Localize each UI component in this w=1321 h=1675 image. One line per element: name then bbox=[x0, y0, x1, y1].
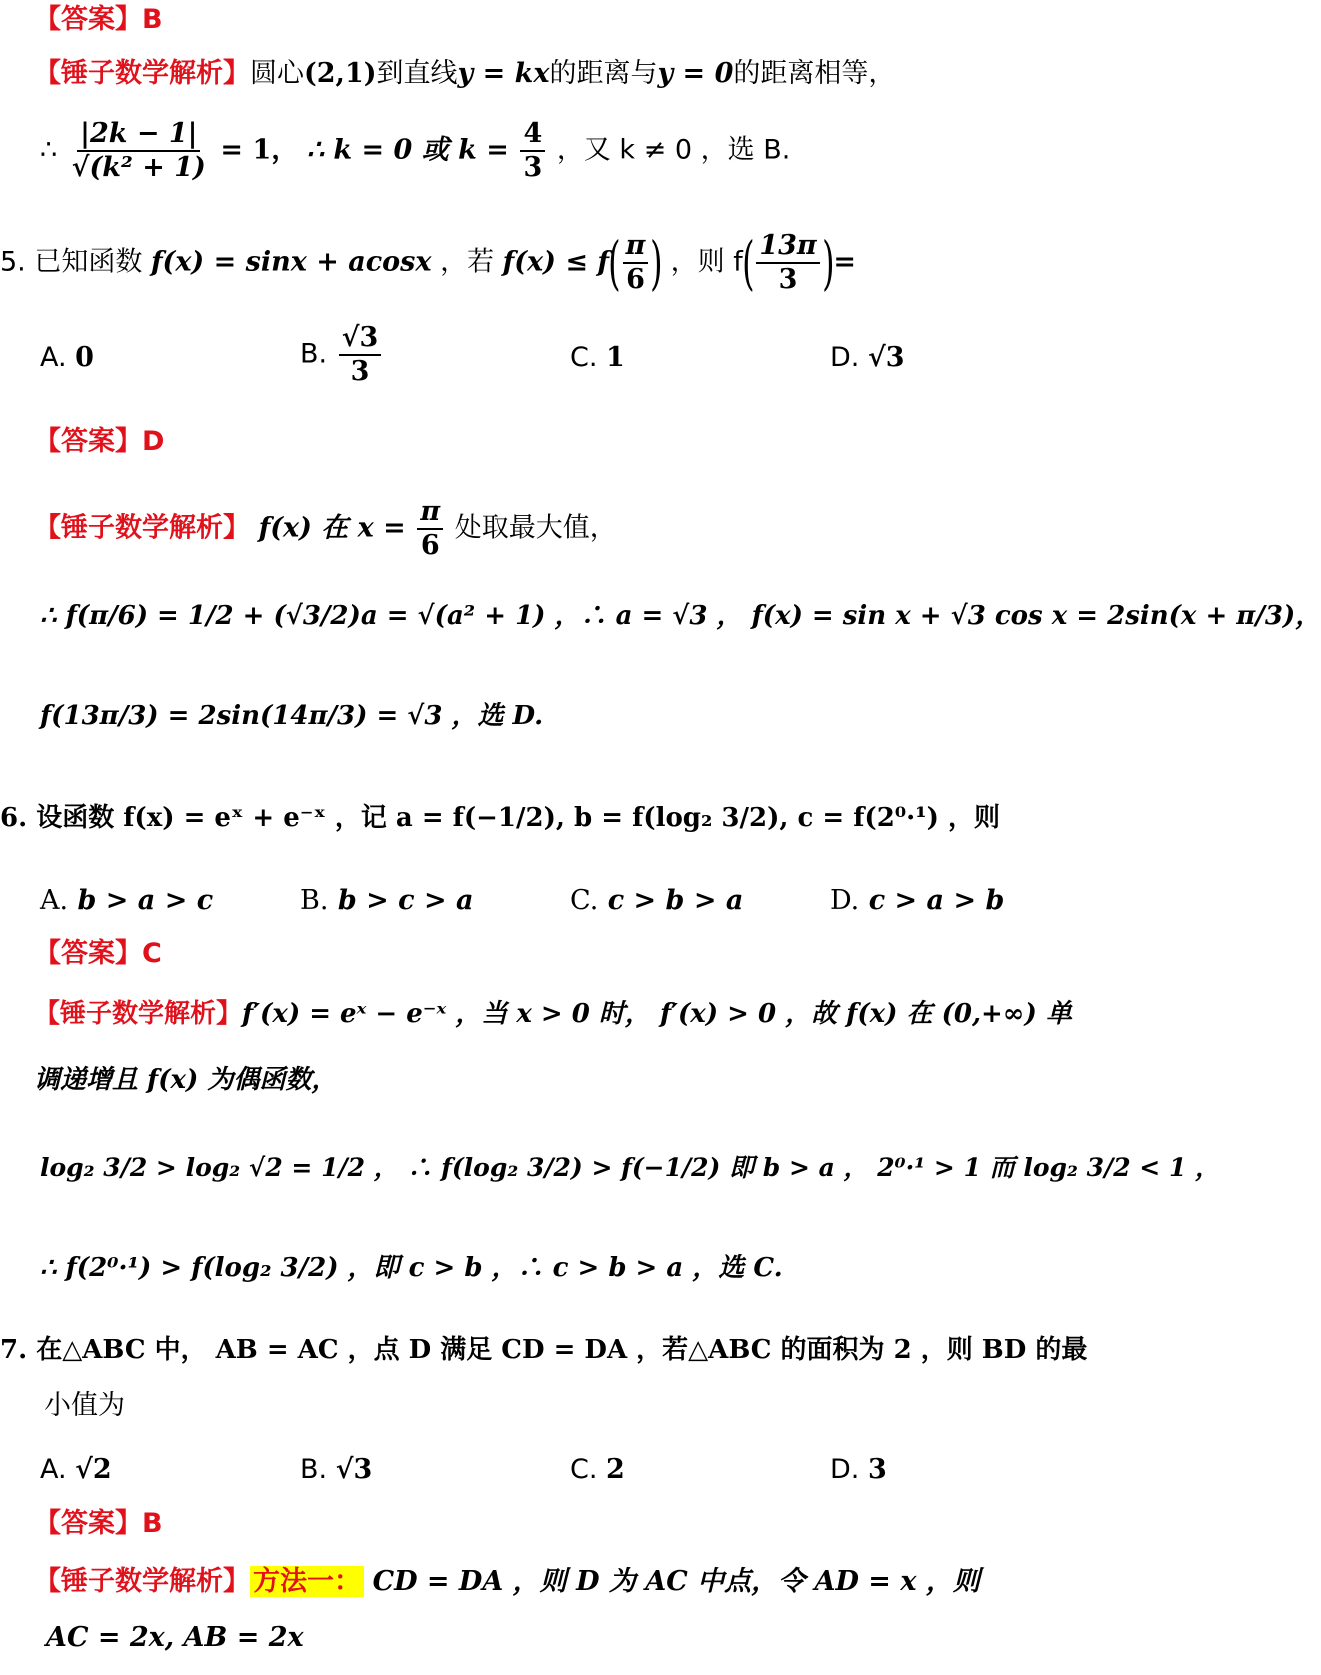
q7-option-b: B. √3 bbox=[300, 1454, 373, 1485]
q6-analysis-line1: 【锤子数学解析】f′(x) = eˣ − e⁻ˣ ，当 x > 0 时， f′(x) > 0 ，故 f(x) 在 (0,+∞) 单 bbox=[34, 999, 1072, 1029]
analysis-label: 【锤子数学解析】 bbox=[34, 58, 250, 89]
q6-answer-line: 【答案】C bbox=[34, 938, 162, 969]
q6-option-b: B. b > c > a bbox=[300, 885, 474, 916]
q7-answer: B bbox=[142, 1508, 163, 1539]
q4-distance-fraction: $\frac{|2k - 1|}{\text{√(k² + 1)}}$ bbox=[71, 118, 206, 183]
q5-option-a: A. 0 bbox=[40, 342, 94, 373]
q6-analysis-line3: log₂ 3/2 > log₂ √2 = 1/2 ， ∴ f(log₂ 3/2) > f(−1/2) 即 b > a ， 2⁰·¹ > 1 而 log₂ 3/2 < 1 ， bbox=[40, 1153, 1221, 1182]
q7-option-d: D. 3 bbox=[830, 1454, 887, 1485]
q5-option-d: D. √3 bbox=[830, 342, 905, 373]
q7-analysis-line1: 【锤子数学解析】 方法一： CD = DA ，则 D 为 AC 中点，令 AD = x ，则 bbox=[34, 1566, 980, 1597]
q4-answer-line bbox=[34, 2, 163, 38]
q7-stem-line2: 小值为 bbox=[44, 1390, 125, 1421]
answer-label: 【答案】 bbox=[34, 4, 142, 35]
q5-analysis-line3: f(13π/3) = 2sin(14π/3) = √3 ，选 D. bbox=[40, 701, 544, 731]
q5-answer: D bbox=[142, 426, 165, 457]
q6-analysis-line2: 调递增且 f(x) 为偶函数， bbox=[34, 1065, 338, 1095]
q6-option-c: C. c > b > a bbox=[570, 885, 744, 916]
q5-analysis-line2: ∴ f(π/6) = 1/2 + (√3/2)a = √(a² + 1) ，∴ a = √3 ， f(x) = sin x + √3 cos x = 2sin(x + π/3)， bbox=[40, 601, 1321, 631]
q6-answer: C bbox=[142, 938, 162, 969]
q4-analysis-line1: 【锤子数学解析】圆心(2,1)到直线y = kx的距离与y = 0的距离相等， bbox=[34, 58, 896, 89]
q4-answer: B bbox=[142, 4, 163, 35]
q7-answer-line: 【答案】B bbox=[34, 1508, 163, 1539]
q6-option-d: D. c > a > b bbox=[830, 885, 1005, 916]
q5-stem: 5. 已知函数 f(x) = sinx + acosx ，若 f(x) ≤ f( $\frac{\pi}{6}$ ) ，则 f( $\frac{13\pi}{3}$ )= bbox=[0, 229, 856, 297]
q6-option-a: A. b > a > c bbox=[40, 885, 214, 916]
q7-analysis-line2: AC = 2x, AB = 2x bbox=[46, 1622, 304, 1653]
q5-option-c: C. 1 bbox=[570, 342, 625, 373]
q5-analysis-line1: 【锤子数学解析】 f(x) 在 x = $\frac{\pi}{6}$ 处取最大值， bbox=[34, 496, 617, 561]
q5-option-b: B. $\frac{√3}{3}$ bbox=[300, 322, 384, 388]
q5-answer-line: 【答案】D bbox=[34, 426, 165, 457]
q7-option-c: C. 2 bbox=[570, 1454, 625, 1485]
q4-k-fraction: $\frac{4}{3}$ bbox=[520, 118, 545, 184]
q6-stem: 6. 设函数 f(x) = eˣ + e⁻ˣ ，记 a = f(−1/2), b = f(log₂ 3/2), c = f(2⁰·¹) ，则 bbox=[0, 803, 1000, 833]
method-one-highlight: 方法一： bbox=[250, 1566, 364, 1597]
q7-stem-line1: 7. 在△ABC 中， AB = AC ，点 D 满足 CD = DA ，若△ABC 的面积为 2 ，则 BD 的最 bbox=[0, 1335, 1088, 1365]
q7-option-a: A. √2 bbox=[40, 1454, 112, 1485]
q6-analysis-line4: ∴ f(2⁰·¹) > f(log₂ 3/2) ，即 c > b ，∴ c > b > a ，选 C. bbox=[40, 1253, 783, 1283]
q4-analysis-line2: ∴ $\frac{|2k - 1|}{\text{√(k² + 1)}}$ = 1， ∴ k = 0 或 k = $\frac{4}{3}$ ，又 k ≠ 0 ，选 B. bbox=[40, 118, 791, 183]
